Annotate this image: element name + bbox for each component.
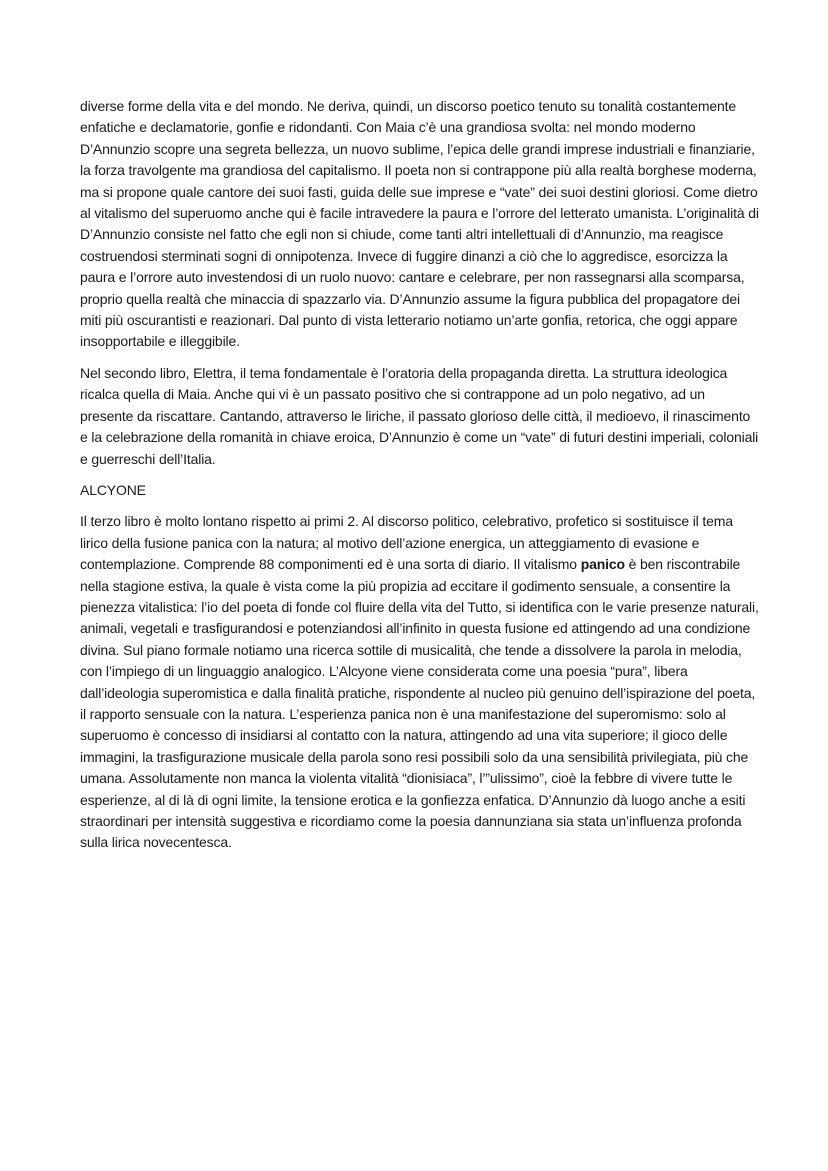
paragraph-alcyone-text-end: è ben riscontrabile nella stagione estiva, la quale è vista come la più propizia ad eccitare il godimento sensuale, a consentire la pienezza vitalistica: l’io del poeta di fonde col fluire della vita del Tutto, si identifica con le varie presenze naturali, animali, vegetali e trasfigurandosi e potenziandosi all’infinito in questa fusione ed attingendo ad una condizione divina. Sul piano formale notiamo una ricerca sottile di musicalità, che tende a dissolvere la parola in melodia, con l’impiego di un linguaggio analogico. L’Alcyone viene considerata come una poesia “pura”, libera dall’ideologia superomistica e dalla finalità pratiche, rispondente al nucleo più genuino dell’ispirazione del poeta, il rapporto sensuale con la natura. L’esperienza panica non è una manifestazione del superomismo: solo al superuomo è concesso di insidiarsi al contatto con la natura, attingendo ad una vita superiore; il gioco delle immagini, la trasfigurazione musicale della parola sono resi possibili solo da una sensibilità privilegiata, più che umana. Assolutamente non manca la violenta vitalità “dionisiaca”, l’”ulissimo”, cioè la febbre di vivere tutte le esperienze, al di là di ogni limite, la tensione erotica e la gonfiezza enfatica. D’Annunzio dà luogo anche a esiti straordinari per intensità suggestiva e ricordiamo come la poesia dannunziana sia stata un’influenza profonda sulla lirica novecentesca. xyxy=(80,556,759,851)
bold-term-panico: panico xyxy=(580,556,625,573)
document-body xyxy=(80,96,760,864)
paragraph-alcyone xyxy=(80,511,760,854)
paragraph-alcyone-text-start: Il terzo libro è molto lontano rispetto ai primi 2. Al discorso politico, celebrativo, profetico si sostituisce il tema lirico della fusione panica con la natura; al motivo dell’azione energica, un atteggiamento di evasione e contemplazione. Comprende 88 componimenti ed è una sorta di diario. Il vitalismo xyxy=(80,513,733,573)
section-heading-alcyone: ALCYONE xyxy=(80,481,146,498)
paragraph-elettra: Nel secondo libro, Elettra, il tema fondamentale è l’oratoria della propaganda diretta. La struttura ideologica ricalca quella di Maia. Anche qui vi è un passato positivo che si contrappone ad un polo negativo, ad un presente da riscattare. Cantando, attraverso le liriche, il passato glorioso delle città, il medioevo, il rinascimento e la celebrazione della romanità in chiave eroica, D’Annunzio è come un “vate” di futuri destini imperiali, coloniali e guerreschi dell’Italia. xyxy=(80,364,759,467)
paragraph-maia: diverse forme della vita e del mondo. Ne deriva, quindi, un discorso poetico tenuto su tonalità costantemente enfatiche e declamatorie, gonfie e ridondanti. Con Maia c’è una grandiosa svolta: nel mondo moderno D’Annunzio scopre una segreta bellezza, un nuovo sublime, l’epica delle grandi imprese industriali e finanziarie, la forza travolgente ma grandiosa del capitalismo. Il poeta non si contrappone più alla realtà borghese moderna, ma si propone quale cantore dei suoi fasti, guida delle sue imprese e “vate” dei suoi destini gloriosi. Come dietro al vitalismo del superuomo anche qui è facile intravedere la paura e l’orrore del letterato umanista. L’originalità di D’Annunzio consiste nel fatto che egli non si chiude, come tanti altri intellettuali di d’Annunzio, ma reagisce costruendosi sterminati sogni di onnipotenza. Invece di fuggire dinanzi a ciò che lo aggredisce, esorcizza la paura e l’orrore auto investendosi di un ruolo nuovo: cantare e celebrare, per non rassegnarsi alla scomparsa, proprio quella realtà che minaccia di spazzarlo via. D’Annunzio assume la figura pubblica del propagatore dei miti più oscurantisti e reazionari. Dal punto di vista letterario notiamo un’arte gonfia, retorica, che oggi appare insopportabile e illeggibile. xyxy=(80,98,759,350)
